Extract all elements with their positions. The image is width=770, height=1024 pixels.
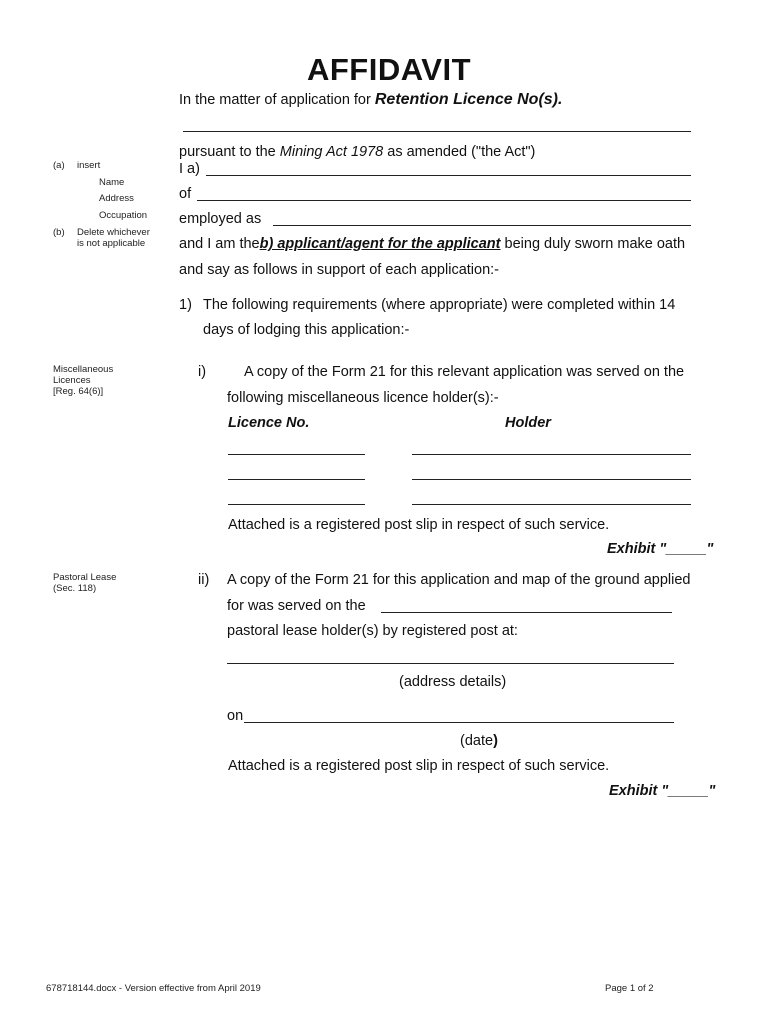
item-i-attached: Attached is a registered post slip in respect of such service. [228, 517, 610, 533]
applicant-prefix: and I am the [179, 236, 260, 252]
holder-field-1[interactable] [412, 454, 691, 455]
licence-no-field-1[interactable] [228, 454, 365, 455]
margin-misc-3: [Reg. 64(6)] [53, 386, 104, 397]
margin-name: Name [99, 177, 125, 188]
applicant-choice[interactable]: b) applicant/agent for the applicant [259, 236, 501, 252]
item-i-number: i) [198, 364, 207, 380]
applicant-suffix: being duly sworn make oath [504, 236, 686, 252]
margin-address: Address [99, 193, 134, 204]
licence-no-field-3[interactable] [228, 504, 365, 505]
margin-occupation: Occupation [99, 210, 148, 221]
holder-field-3[interactable] [412, 504, 691, 505]
item-i-line-2: following miscellaneous licence holder(s):- [227, 390, 499, 406]
on-label: on [227, 708, 244, 724]
holder-header: Holder [505, 415, 551, 431]
item-ii-line-1: A copy of the Form 21 for this application and map of the ground applied [227, 572, 691, 588]
matter-licence: Retention Licence No(s). [374, 91, 563, 108]
item-ii-number: ii) [198, 572, 210, 588]
item-i-exhibit[interactable]: Exhibit "_____" [607, 541, 714, 557]
margin-pastoral-2: (Sec. 118) [53, 583, 97, 594]
address-field[interactable] [197, 200, 691, 201]
address-label: of [179, 186, 192, 202]
occupation-field[interactable] [273, 225, 691, 226]
pursuant-line [179, 144, 535, 160]
item-ii-exhibit[interactable]: Exhibit "_____" [609, 783, 716, 799]
date-caption-paren: ) [493, 733, 498, 749]
act-name: Mining Act 1978 [279, 144, 384, 160]
address-details-caption: (address details) [399, 674, 507, 690]
pursuant-suffix: as amended ("the Act") [387, 144, 536, 160]
name-field[interactable] [206, 175, 691, 176]
say-follows: and say as follows in support of each application:- [179, 262, 499, 278]
margin-b-text-1: Delete whichever [77, 227, 150, 238]
requirement-number: 1) [179, 297, 192, 313]
margin-pastoral-1: Pastoral Lease [53, 572, 117, 583]
item-ii-line-2: for was served on the [227, 598, 366, 614]
licence-no-field-2[interactable] [228, 479, 365, 480]
matter-prefix: In the matter of application for [179, 92, 371, 108]
served-on-field[interactable] [381, 612, 672, 613]
date-caption [460, 733, 498, 749]
item-ii-line-3: pastoral lease holder(s) by registered post at: [227, 623, 518, 639]
item-ii-attached: Attached is a registered post slip in respect of such service. [228, 758, 610, 774]
footer-doc-version: 678718144.docx - Version effective from April 2019 [46, 983, 261, 994]
pursuant-prefix: pursuant to the [179, 144, 276, 160]
margin-misc-2: Licences [53, 375, 91, 386]
margin-b-label: (b) [53, 227, 65, 238]
name-label: I a) [179, 161, 200, 177]
licence-number-field[interactable] [183, 131, 691, 132]
post-address-field[interactable] [227, 663, 674, 664]
date-caption-text: (date [460, 733, 494, 749]
holder-field-2[interactable] [412, 479, 691, 480]
footer-page-number: Page 1 of 2 [605, 983, 654, 994]
document-title: AFFIDAVIT [306, 52, 472, 87]
margin-a-label: (a) [53, 160, 65, 171]
item-i-line-1: A copy of the Form 21 for this relevant application was served on the [244, 364, 685, 380]
requirement-line-2: days of lodging this application:- [203, 322, 410, 338]
margin-a-text: insert [77, 160, 101, 171]
margin-misc-1: Miscellaneous [53, 364, 114, 375]
margin-b-text-2: is not applicable [77, 238, 146, 249]
occupation-label: employed as [179, 211, 262, 227]
matter-line [179, 91, 562, 109]
requirement-line-1: The following requirements (where appropriate) were completed within 14 [203, 297, 676, 313]
post-date-field[interactable] [244, 722, 674, 723]
licence-no-header: Licence No. [228, 415, 310, 431]
applicant-line [179, 236, 685, 252]
